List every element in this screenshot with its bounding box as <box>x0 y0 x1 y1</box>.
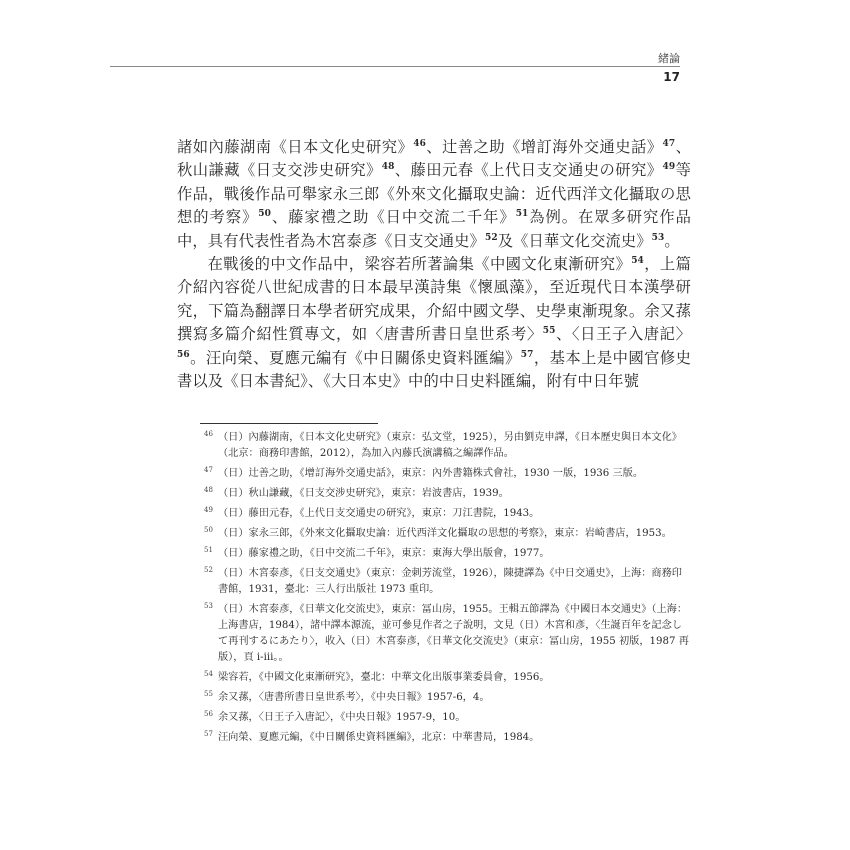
footnote-ref-49: 49 <box>662 162 676 173</box>
footnote-text: （日）木宮泰彥，《日支交通史》（東京：金刺芳流堂，1926），陳捷譯為《中日交通史》，上海：商務印書館，1931，臺北：三人行出版社 1973 重印。 <box>218 568 682 595</box>
paragraph-text: 、秋山謙藏《日支交涉史研究》 <box>177 138 691 180</box>
footnote-ref-56: 56 <box>177 349 190 360</box>
footnote-ref-54: 54 <box>631 256 644 267</box>
footnote-text: （日）木宮泰彥，《日華文化交流史》，東京：冨山房，1955。王輯五節譯為《中國日本交通史》（上海：上海書店，1984），諸中譯本源流，並可參見作者之子說明，文見（日）木宮和彥，〈生誕百年を記念して再刊するにあたり〉，收入（日）木宮泰彥，《日華文化交流史》（東京：冨山房，1955 初版，1987 再版），頁 i-iii。。 <box>218 604 689 663</box>
footnote-ref-46: 46 <box>413 139 426 149</box>
footnote-50: 50 （日）家永三郎，《外來文化攝取史論：近代西洋文化攝取の思想的考察》，東京：岩崎書店，1953。 <box>204 526 672 539</box>
footnote-ref-48: 48 <box>381 162 395 173</box>
paragraph-text: ，基本上是中國官修史書以及《日本書紀》、《大日本史》中的中日史料匯編，附有中日年號 <box>177 348 691 391</box>
footnote-54: 54 梁容若，《中國文化東漸研究》，臺北：中華文化出版事業委員會，1956。 <box>204 670 550 683</box>
footnote-ref-47: 47 <box>662 139 676 149</box>
page-number: 17 <box>663 70 680 84</box>
footnote-ref-51: 51 <box>515 209 529 220</box>
paragraph-2 <box>177 253 691 393</box>
footnote-text: （日）秋山謙藏，《日支交涉史研究》，東京：岩波書店，1939。 <box>218 488 509 499</box>
footnote-46: 46 （日）內藤湖南，《日本文化史研究》（東京：弘文堂，1925），另由劉克申譯，《日本歷史與日本文化》（北京：商務印書館，2012），為加入內藤氏演講稿之編譯作品。 <box>204 430 682 459</box>
running-title: 緒論 <box>658 52 680 65</box>
footnote-text: （日）家永三郎，《外來文化攝取史論：近代西洋文化攝取の思想的考察》，東京：岩崎書店，1953。 <box>218 528 672 539</box>
footnote-55: 55 余又蓀，〈唐書所書日皇世系考〉，《中央日報》1957-6，4。 <box>204 690 490 703</box>
footnote-text: （日）藤家禮之助，《日中交流二千年》，東京：東海大學出版會，1977。 <box>218 548 550 559</box>
footnote-47: 47 （日）辻善之助，《增訂海外交通史話》，東京：內外書籍株式會社，1930 一版，1936 三版。 <box>204 466 644 479</box>
footnote-48: 48 （日）秋山謙藏，《日支交涉史研究》，東京：岩波書店，1939。 <box>204 486 509 499</box>
footnote-ref-52: 52 <box>484 232 498 243</box>
footnote-ref-50: 50 <box>258 209 272 220</box>
footnotes <box>204 430 690 750</box>
footnote-text: 汪向榮、夏應元編，《中日關係史資料匯編》，北京：中華書局，1984。 <box>218 732 540 743</box>
footnote-text: 余又蓀，〈唐書所書日皇世系考〉，《中央日報》1957-6，4。 <box>218 692 490 703</box>
footnote-rule <box>200 423 378 424</box>
paragraph-text: 。 <box>664 231 680 250</box>
footnote-text: 梁容若，《中國文化東漸研究》，臺北：中華文化出版事業委員會，1956。 <box>218 672 550 683</box>
paragraph-text: 。汪向榮、夏應元編有《中日關係史資料匯編》 <box>189 348 521 367</box>
header-rule <box>110 66 680 67</box>
footnote-ref-53: 53 <box>651 232 665 243</box>
footnote-56: 56 余又蓀，〈日王子入唐記〉，《中央日報》1957-9，10。 <box>204 710 466 723</box>
paragraph-text: 、藤家禮之助《日中交流二千年》 <box>271 208 516 227</box>
footnote-text: （日）辻善之助，《增訂海外交通史話》，東京：內外書籍株式會社，1930 一版，1936 三版。 <box>218 468 644 479</box>
paragraph-text: 諸如內藤湖南《日本文化史研究》 <box>177 138 414 156</box>
paragraph-text: 在戰後的中文作品中，梁容若所著論集《中國文化東漸研究》 <box>207 255 632 274</box>
paragraph-text: 等作品，戰後作品可舉家永三郎《外來文化攝取史論：近代西洋文化攝取の思想的考察》 <box>177 161 691 227</box>
body-text <box>177 136 691 393</box>
paragraph-text: 、〈日王子入唐記〉 <box>555 325 691 344</box>
footnote-text: （日）藤田元春，《上代日支交通史の研究》，東京：刀江書院，1943。 <box>218 508 540 519</box>
footnote-ref-57: 57 <box>520 349 534 360</box>
paragraph-text: 為例。在眾多研究作品中，具有代表性者為木宮泰彥《日支交通史》 <box>177 208 691 250</box>
footnote-52: 52 （日）木宮泰彥，《日支交通史》（東京：金刺芳流堂，1926），陳捷譯為《中日交通史》，上海：商務印書館，1931，臺北：三人行出版社 1973 重印。 <box>204 566 682 595</box>
footnote-text: 余又蓀，〈日王子入唐記〉，《中央日報》1957-9，10。 <box>218 712 466 723</box>
footnote-text: （日）內藤湖南，《日本文化史研究》（東京：弘文堂，1925），另由劉克申譯，《日本歷史與日本文化》（北京：商務印書館，2012），為加入內藤氏演講稿之編譯作品。 <box>218 432 682 459</box>
paragraph-text: 、辻善之助《增訂海外交通史話》 <box>425 138 663 156</box>
footnote-53: 53 （日）木宮泰彥，《日華文化交流史》，東京：冨山房，1955。王輯五節譯為《中國日本交通史》（上海：上海書店，1984），諸中譯本源流，並可參見作者之子說明，文見（日）木宮和彥，〈生誕百年を記念して再刊するにあたり〉，收入（日）木宮泰彥，《日華文化交流史》（東京：冨山房，1955 初版，1987 再版），頁 i-iii。。 <box>204 602 689 663</box>
footnote-49: 49 （日）藤田元春，《上代日支交通史の研究》，東京：刀江書院，1943。 <box>204 506 540 519</box>
footnote-57: 57 汪向榮、夏應元編，《中日關係史資料匯編》，北京：中華書局，1984。 <box>204 730 540 743</box>
footnote-ref-55: 55 <box>542 326 556 337</box>
paragraph-1 <box>177 136 691 253</box>
footnote-51: 51 （日）藤家禮之助，《日中交流二千年》，東京：東海大學出版會，1977。 <box>204 546 550 559</box>
paragraph-text: 、藤田元春《上代日支交通史の研究》 <box>394 161 663 180</box>
paragraph-text: 及《日華文化交流史》 <box>497 231 652 250</box>
paragraph-text: ，上篇介紹內容從八世紀成書的日本最早漢詩集《懷風藻》，至近現代日本漢學研究，下篇為翻譯日本學者研究成果，介紹中國文學、史學東漸現象。余又蓀撰寫多篇介紹性質專文，如〈唐書所書日皇世系考〉 <box>177 255 691 344</box>
